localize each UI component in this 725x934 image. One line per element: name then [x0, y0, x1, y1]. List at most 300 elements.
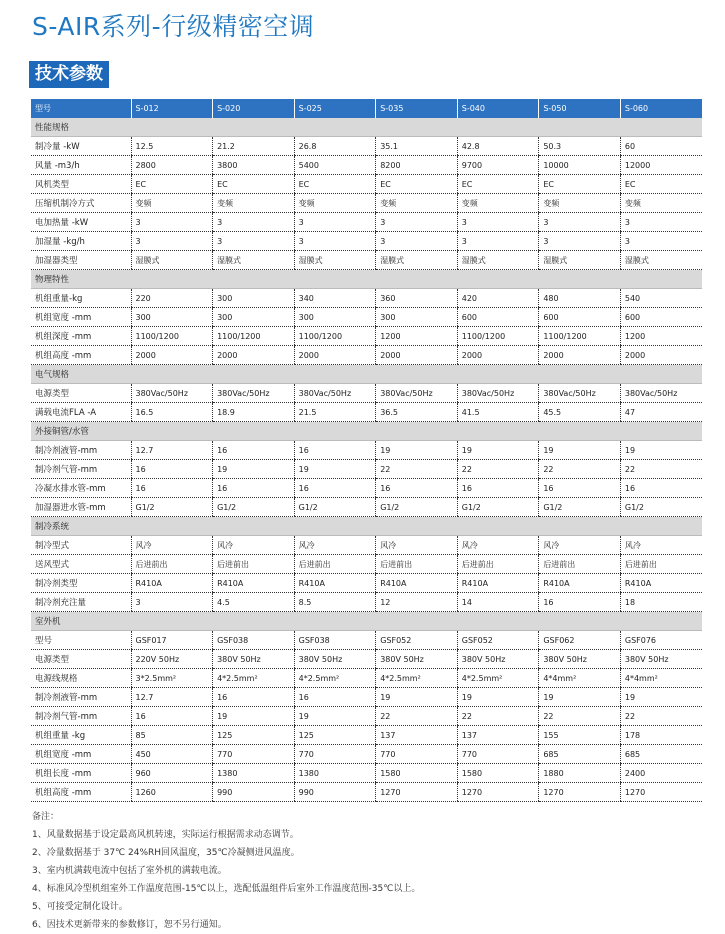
value-cell: 9700 — [457, 156, 539, 175]
value-cell: 16 — [131, 707, 213, 726]
value-cell: 41.5 — [457, 403, 539, 422]
row-label: 加湿量 -kg/h — [31, 232, 131, 251]
table-row — [31, 460, 702, 479]
value-cell: 1200 — [620, 327, 702, 346]
table-row — [31, 479, 702, 498]
value-cell: 16 — [294, 441, 376, 460]
value-cell: 14 — [457, 593, 539, 612]
value-cell: 22 — [457, 460, 539, 479]
value-cell: 35.1 — [376, 137, 458, 156]
table-row — [31, 175, 702, 194]
table-row — [31, 213, 702, 232]
value-cell: 19 — [376, 688, 458, 707]
value-cell: 风冷 — [131, 536, 213, 555]
value-cell: 600 — [539, 308, 621, 327]
value-cell: 540 — [620, 289, 702, 308]
value-cell: 变频 — [376, 194, 458, 213]
row-label: 机组重量-kg — [31, 289, 131, 308]
value-cell: 12.7 — [131, 688, 213, 707]
value-cell: 685 — [620, 745, 702, 764]
value-cell: G1/2 — [294, 498, 376, 517]
value-cell: 2800 — [131, 156, 213, 175]
value-cell: 12000 — [620, 156, 702, 175]
value-cell: G1/2 — [620, 498, 702, 517]
group-title: 室外机 — [31, 612, 702, 631]
value-cell: 600 — [457, 308, 539, 327]
value-cell: 湿膜式 — [620, 251, 702, 270]
value-cell: 21.5 — [294, 403, 376, 422]
value-cell: 19 — [294, 460, 376, 479]
value-cell: 380V 50Hz — [457, 650, 539, 669]
value-cell: 990 — [213, 783, 295, 802]
value-cell: 后进前出 — [457, 555, 539, 574]
value-cell: 45.5 — [539, 403, 621, 422]
value-cell: 12.7 — [131, 441, 213, 460]
value-cell: 湿膜式 — [539, 251, 621, 270]
value-cell: 340 — [294, 289, 376, 308]
row-label: 制冷量 -kW — [31, 137, 131, 156]
value-cell: G1/2 — [213, 498, 295, 517]
row-label: 制冷剂充注量 — [31, 593, 131, 612]
page-title: S-AIR系列-行级精密空调 — [32, 12, 315, 41]
value-cell: 2000 — [620, 346, 702, 365]
value-cell: 380V 50Hz — [539, 650, 621, 669]
value-cell: 19 — [539, 441, 621, 460]
table-row — [31, 688, 702, 707]
row-label: 制冷型式 — [31, 536, 131, 555]
value-cell: EC — [131, 175, 213, 194]
row-label: 机组宽度 -mm — [31, 308, 131, 327]
table-row — [31, 631, 702, 650]
table-row — [31, 726, 702, 745]
row-label: 机组长度 -mm — [31, 764, 131, 783]
value-cell: 22 — [539, 707, 621, 726]
section-label: 技术参数 — [29, 61, 109, 88]
value-cell: GSF017 — [131, 631, 213, 650]
value-cell: R410A — [213, 574, 295, 593]
row-label: 电源类型 — [31, 384, 131, 403]
value-cell: 380Vac/50Hz — [457, 384, 539, 403]
value-cell: 16 — [294, 479, 376, 498]
value-cell: GSF062 — [539, 631, 621, 650]
value-cell: 16 — [457, 479, 539, 498]
value-cell: 风冷 — [376, 536, 458, 555]
value-cell: 1100/1200 — [457, 327, 539, 346]
value-cell: EC — [213, 175, 295, 194]
value-cell: 湿膜式 — [131, 251, 213, 270]
value-cell: 1270 — [620, 783, 702, 802]
header-cell: S-035 — [376, 99, 458, 118]
value-cell: 变频 — [539, 194, 621, 213]
note-item: 4、标准风冷型机组室外工作温度范围-15℃以上，选配低温组件后室外工作温度范围-35℃以上。 — [32, 884, 421, 894]
value-cell: 220V 50Hz — [131, 650, 213, 669]
value-cell: 137 — [376, 726, 458, 745]
header-cell: S-020 — [213, 99, 295, 118]
notes — [32, 808, 420, 934]
table-row — [31, 498, 702, 517]
value-cell: 380V 50Hz — [620, 650, 702, 669]
note-item: 3、室内机满载电流中包括了室外机的满载电流。 — [32, 866, 227, 876]
row-label: 电源线规格 — [31, 669, 131, 688]
value-cell: 770 — [213, 745, 295, 764]
value-cell: 1270 — [539, 783, 621, 802]
value-cell: GSF052 — [457, 631, 539, 650]
value-cell: 16 — [131, 460, 213, 479]
value-cell: 4*2.5mm² — [457, 669, 539, 688]
value-cell: 变频 — [294, 194, 376, 213]
value-cell: 1200 — [376, 327, 458, 346]
value-cell: 3 — [620, 232, 702, 251]
row-label: 制冷剂气管-mm — [31, 707, 131, 726]
value-cell: EC — [620, 175, 702, 194]
row-label: 型号 — [31, 631, 131, 650]
value-cell: GSF052 — [376, 631, 458, 650]
value-cell: EC — [294, 175, 376, 194]
value-cell: 770 — [457, 745, 539, 764]
value-cell: 2400 — [620, 764, 702, 783]
value-cell: 3 — [213, 232, 295, 251]
value-cell: 3 — [213, 213, 295, 232]
table-row — [31, 194, 702, 213]
value-cell: 1380 — [294, 764, 376, 783]
value-cell: 16 — [539, 479, 621, 498]
value-cell: GSF076 — [620, 631, 702, 650]
value-cell: 风冷 — [294, 536, 376, 555]
value-cell: 19 — [620, 441, 702, 460]
value-cell: 3 — [131, 232, 213, 251]
table-row — [31, 346, 702, 365]
value-cell: 12.5 — [131, 137, 213, 156]
row-label: 送风型式 — [31, 555, 131, 574]
value-cell: 125 — [294, 726, 376, 745]
value-cell: 19 — [620, 688, 702, 707]
value-cell: 后进前出 — [294, 555, 376, 574]
value-cell: 155 — [539, 726, 621, 745]
note-item: 1、风量数据基于设定最高风机转速，实际运行根据需求动态调节。 — [32, 830, 299, 840]
value-cell: 3 — [376, 232, 458, 251]
value-cell: 3 — [539, 232, 621, 251]
value-cell: 3 — [131, 593, 213, 612]
value-cell: 3 — [539, 213, 621, 232]
value-cell: R410A — [620, 574, 702, 593]
group-title: 外接铜管/水管 — [31, 422, 702, 441]
value-cell: 1100/1200 — [294, 327, 376, 346]
value-cell: 4*2.5mm² — [376, 669, 458, 688]
value-cell: 300 — [213, 308, 295, 327]
value-cell: 21.2 — [213, 137, 295, 156]
note-item: 6、因技术更新带来的参数修订，恕不另行通知。 — [32, 920, 227, 930]
value-cell: 50.3 — [539, 137, 621, 156]
value-cell: 风冷 — [539, 536, 621, 555]
value-cell: 380Vac/50Hz — [620, 384, 702, 403]
row-label: 电加热量 -kW — [31, 213, 131, 232]
value-cell: 2000 — [213, 346, 295, 365]
value-cell: 1270 — [376, 783, 458, 802]
value-cell: 85 — [131, 726, 213, 745]
value-cell: 2000 — [457, 346, 539, 365]
value-cell: 16 — [539, 593, 621, 612]
value-cell: 后进前出 — [376, 555, 458, 574]
value-cell: 300 — [213, 289, 295, 308]
value-cell: G1/2 — [539, 498, 621, 517]
value-cell: 2000 — [376, 346, 458, 365]
group-title: 制冷系统 — [31, 517, 702, 536]
value-cell: 19 — [213, 460, 295, 479]
value-cell: 60 — [620, 137, 702, 156]
value-cell: 360 — [376, 289, 458, 308]
header-cell: S-012 — [131, 99, 213, 118]
value-cell: 380V 50Hz — [376, 650, 458, 669]
value-cell: 2000 — [131, 346, 213, 365]
value-cell: 380V 50Hz — [213, 650, 295, 669]
table-row — [31, 783, 702, 802]
value-cell: 22 — [539, 460, 621, 479]
value-cell: 16 — [131, 479, 213, 498]
value-cell: R410A — [131, 574, 213, 593]
row-label: 机组深度 -mm — [31, 327, 131, 346]
value-cell: 22 — [620, 460, 702, 479]
row-label: 机组重量 -kg — [31, 726, 131, 745]
value-cell: 3 — [294, 213, 376, 232]
value-cell: 22 — [457, 707, 539, 726]
value-cell: 12 — [376, 593, 458, 612]
table-row — [31, 707, 702, 726]
value-cell: 22 — [376, 707, 458, 726]
value-cell: 480 — [539, 289, 621, 308]
table-row — [31, 308, 702, 327]
value-cell: 380Vac/50Hz — [376, 384, 458, 403]
value-cell: 18.9 — [213, 403, 295, 422]
row-label: 压缩机制冷方式 — [31, 194, 131, 213]
value-cell: 450 — [131, 745, 213, 764]
table-row — [31, 593, 702, 612]
value-cell: 178 — [620, 726, 702, 745]
value-cell: 湿膜式 — [294, 251, 376, 270]
value-cell: 16 — [213, 441, 295, 460]
value-cell: 16 — [213, 479, 295, 498]
value-cell: 36.5 — [376, 403, 458, 422]
table-row — [31, 574, 702, 593]
value-cell: 220 — [131, 289, 213, 308]
value-cell: GSF038 — [213, 631, 295, 650]
value-cell: 990 — [294, 783, 376, 802]
value-cell: 600 — [620, 308, 702, 327]
row-label: 电源类型 — [31, 650, 131, 669]
value-cell: 22 — [620, 707, 702, 726]
value-cell: 3800 — [213, 156, 295, 175]
value-cell: 47 — [620, 403, 702, 422]
value-cell: 2000 — [539, 346, 621, 365]
value-cell: 19 — [539, 688, 621, 707]
value-cell: 26.8 — [294, 137, 376, 156]
table-row — [31, 669, 702, 688]
table-header-row — [31, 99, 702, 118]
value-cell: 变频 — [457, 194, 539, 213]
value-cell: 风冷 — [620, 536, 702, 555]
value-cell: 125 — [213, 726, 295, 745]
note-item: 2、冷量数据基于 37℃ 24%RH回风温度，35℃冷凝侧进风温度。 — [32, 848, 300, 858]
value-cell: 1380 — [213, 764, 295, 783]
value-cell: 420 — [457, 289, 539, 308]
value-cell: 3 — [131, 213, 213, 232]
value-cell: 19 — [457, 688, 539, 707]
header-cell: S-040 — [457, 99, 539, 118]
value-cell: 5400 — [294, 156, 376, 175]
value-cell: 4*4mm² — [620, 669, 702, 688]
value-cell: 16 — [376, 479, 458, 498]
row-label: 风机类型 — [31, 175, 131, 194]
value-cell: 后进前出 — [213, 555, 295, 574]
header-cell: S-050 — [539, 99, 621, 118]
value-cell: 300 — [294, 308, 376, 327]
value-cell: EC — [539, 175, 621, 194]
table-row — [31, 536, 702, 555]
header-cell: S-060 — [620, 99, 702, 118]
value-cell: 变频 — [213, 194, 295, 213]
row-label: 制冷剂液管-mm — [31, 688, 131, 707]
row-label: 制冷剂液管-mm — [31, 441, 131, 460]
value-cell: 4*2.5mm² — [294, 669, 376, 688]
row-label: 加湿器类型 — [31, 251, 131, 270]
value-cell: 380Vac/50Hz — [213, 384, 295, 403]
value-cell: 1100/1200 — [539, 327, 621, 346]
value-cell: 1580 — [457, 764, 539, 783]
table-row — [31, 327, 702, 346]
value-cell: EC — [457, 175, 539, 194]
value-cell: 3*2.5mm² — [131, 669, 213, 688]
group-row — [31, 270, 702, 289]
value-cell: R410A — [376, 574, 458, 593]
value-cell: 380Vac/50Hz — [131, 384, 213, 403]
group-row — [31, 422, 702, 441]
row-label: 机组宽度 -mm — [31, 745, 131, 764]
value-cell: 8200 — [376, 156, 458, 175]
value-cell: 1580 — [376, 764, 458, 783]
value-cell: 1880 — [539, 764, 621, 783]
value-cell: 19 — [457, 441, 539, 460]
table-row — [31, 289, 702, 308]
table-row — [31, 650, 702, 669]
value-cell: 16 — [213, 688, 295, 707]
table-row — [31, 745, 702, 764]
value-cell: 770 — [376, 745, 458, 764]
table-row — [31, 403, 702, 422]
value-cell: 湿膜式 — [376, 251, 458, 270]
value-cell: 3 — [294, 232, 376, 251]
row-label: 风量 -m3/h — [31, 156, 131, 175]
value-cell: 300 — [376, 308, 458, 327]
value-cell: R410A — [457, 574, 539, 593]
value-cell: 1100/1200 — [213, 327, 295, 346]
spec-table — [31, 99, 702, 802]
value-cell: 后进前出 — [620, 555, 702, 574]
value-cell: 960 — [131, 764, 213, 783]
table-row — [31, 232, 702, 251]
value-cell: 变频 — [620, 194, 702, 213]
header-cell: 型号 — [31, 99, 131, 118]
value-cell: 4.5 — [213, 593, 295, 612]
value-cell: 风冷 — [457, 536, 539, 555]
table-row — [31, 384, 702, 403]
value-cell: 16 — [620, 479, 702, 498]
value-cell: 380Vac/50Hz — [294, 384, 376, 403]
value-cell: 19 — [213, 707, 295, 726]
value-cell: 后进前出 — [131, 555, 213, 574]
value-cell: 22 — [376, 460, 458, 479]
value-cell: 10000 — [539, 156, 621, 175]
notes-heading: 备注： — [32, 812, 60, 822]
value-cell: 2000 — [294, 346, 376, 365]
value-cell: 137 — [457, 726, 539, 745]
group-title: 电气规格 — [31, 365, 702, 384]
value-cell: G1/2 — [131, 498, 213, 517]
value-cell: 3 — [620, 213, 702, 232]
group-row — [31, 365, 702, 384]
row-label: 冷凝水排水管-mm — [31, 479, 131, 498]
value-cell: 湿膜式 — [213, 251, 295, 270]
row-label: 机组高度 -mm — [31, 346, 131, 365]
value-cell: 3 — [376, 213, 458, 232]
value-cell: 42.8 — [457, 137, 539, 156]
table-row — [31, 555, 702, 574]
note-item: 5、可接受定制化设计。 — [32, 902, 128, 912]
table-row — [31, 764, 702, 783]
value-cell: 3 — [457, 213, 539, 232]
group-row — [31, 517, 702, 536]
group-row — [31, 118, 702, 137]
table-body — [31, 118, 702, 802]
value-cell: G1/2 — [457, 498, 539, 517]
value-cell: 380V 50Hz — [294, 650, 376, 669]
value-cell: 16.5 — [131, 403, 213, 422]
row-label: 制冷剂气管-mm — [31, 460, 131, 479]
value-cell: 1100/1200 — [131, 327, 213, 346]
value-cell: 18 — [620, 593, 702, 612]
table-row — [31, 137, 702, 156]
value-cell: 湿膜式 — [457, 251, 539, 270]
value-cell: 770 — [294, 745, 376, 764]
value-cell: 4*4mm² — [539, 669, 621, 688]
value-cell: 19 — [294, 707, 376, 726]
header-cell: S-025 — [294, 99, 376, 118]
value-cell: 16 — [294, 688, 376, 707]
value-cell: G1/2 — [376, 498, 458, 517]
group-row — [31, 612, 702, 631]
value-cell: 1270 — [457, 783, 539, 802]
row-label: 满载电流FLA -A — [31, 403, 131, 422]
table-row — [31, 251, 702, 270]
value-cell: 380Vac/50Hz — [539, 384, 621, 403]
value-cell: 3 — [457, 232, 539, 251]
row-label: 制冷剂类型 — [31, 574, 131, 593]
table-row — [31, 156, 702, 175]
value-cell: 变频 — [131, 194, 213, 213]
value-cell: GSF038 — [294, 631, 376, 650]
row-label: 机组高度 -mm — [31, 783, 131, 802]
value-cell: 4*2.5mm² — [213, 669, 295, 688]
value-cell: 1260 — [131, 783, 213, 802]
value-cell: 685 — [539, 745, 621, 764]
value-cell: 19 — [376, 441, 458, 460]
value-cell: R410A — [294, 574, 376, 593]
value-cell: 300 — [131, 308, 213, 327]
group-title: 物理特性 — [31, 270, 702, 289]
value-cell: 风冷 — [213, 536, 295, 555]
group-title: 性能规格 — [31, 118, 702, 137]
row-label: 加湿器进水管-mm — [31, 498, 131, 517]
value-cell: R410A — [539, 574, 621, 593]
value-cell: 后进前出 — [539, 555, 621, 574]
